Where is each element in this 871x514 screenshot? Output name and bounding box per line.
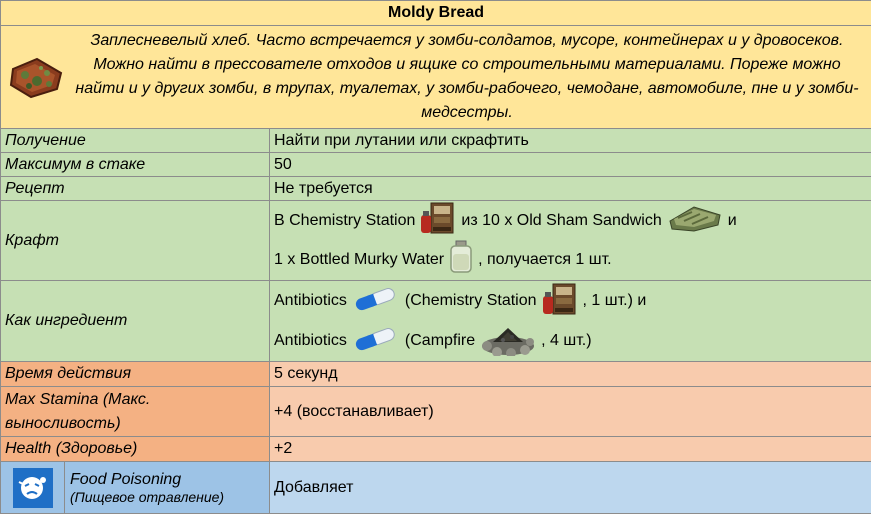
antibiotics-icon: [351, 326, 401, 357]
antibiotics-icon: [351, 286, 401, 317]
craft-result-text: , получается 1 шт.: [478, 251, 611, 269]
craft-source-text: из 10 x Old Sham Sandwich: [461, 212, 661, 230]
row-obtain-label: Получение: [1, 129, 270, 153]
food-poisoning-icon: [13, 468, 53, 508]
craft-water-text: 1 x Bottled Murky Water: [274, 251, 444, 269]
row-health-value: +2: [270, 437, 871, 462]
moldy-bread-icon: [1, 55, 71, 99]
row-stack-value: 50: [270, 153, 871, 177]
item-description: Заплесневелый хлеб. Часто встречается у зомби-солдатов, мусоре, контейнерах и у дровосеков. Можно найти в прессователе отходов и ящике со строительными материалами. Пореже можно найти и у других зомби, в трупах, туалетах, у зомби-рабочего, чемодане, автомобиле, пне и у зомби-медсестры.: [71, 29, 871, 125]
ingredient-antibiotics-2: Antibiotics: [274, 332, 347, 350]
row-time-label: Время действия: [1, 362, 270, 387]
row-time-value: 5 секунд: [270, 362, 871, 387]
row-effect-value: Добавляет: [270, 462, 871, 514]
row-ingredient-label: Как ингредиент: [1, 281, 270, 362]
ingredient-station-1: (Chemistry Station: [405, 292, 537, 310]
ingredient-suffix-2: , 4 шт.): [541, 332, 591, 350]
item-header-cell: [1, 26, 871, 129]
craft-station-text: В Chemistry Station: [274, 212, 415, 230]
row-effect-label: [1, 462, 270, 514]
row-recipe-value: Не требуется: [270, 177, 871, 201]
row-stack-label: Максимум в стаке: [1, 153, 270, 177]
ingredient-station-2: (Campfire: [405, 332, 475, 350]
row-stamina-label: Max Stamina (Макс. выносливость): [1, 387, 270, 437]
row-obtain-value: Найти при лутании или скрафтить: [270, 129, 871, 153]
craft-and-text: и: [728, 212, 737, 230]
row-recipe-label: Рецепт: [1, 177, 270, 201]
ingredient-antibiotics-1: Antibiotics: [274, 292, 347, 310]
row-health-label: Health (Здоровье): [1, 437, 270, 462]
ingredient-suffix-1: , 1 шт.) и: [583, 292, 647, 310]
old-sham-sandwich-icon: [666, 203, 724, 238]
row-craft-label: Крафт: [1, 201, 270, 281]
row-craft-value: [270, 201, 871, 281]
bottled-murky-water-icon: [448, 240, 474, 279]
row-stamina-value: +4 (восстанавливает): [270, 387, 871, 437]
item-title: Moldy Bread: [1, 1, 871, 26]
effect-name: Food Poisoning: [70, 471, 224, 489]
campfire-icon: [479, 322, 537, 361]
effect-subname: (Пищевое отравление): [70, 489, 224, 505]
row-ingredient-value: [270, 281, 871, 362]
chemistry-station-icon: [419, 201, 457, 240]
chemistry-station-icon: [541, 282, 579, 321]
